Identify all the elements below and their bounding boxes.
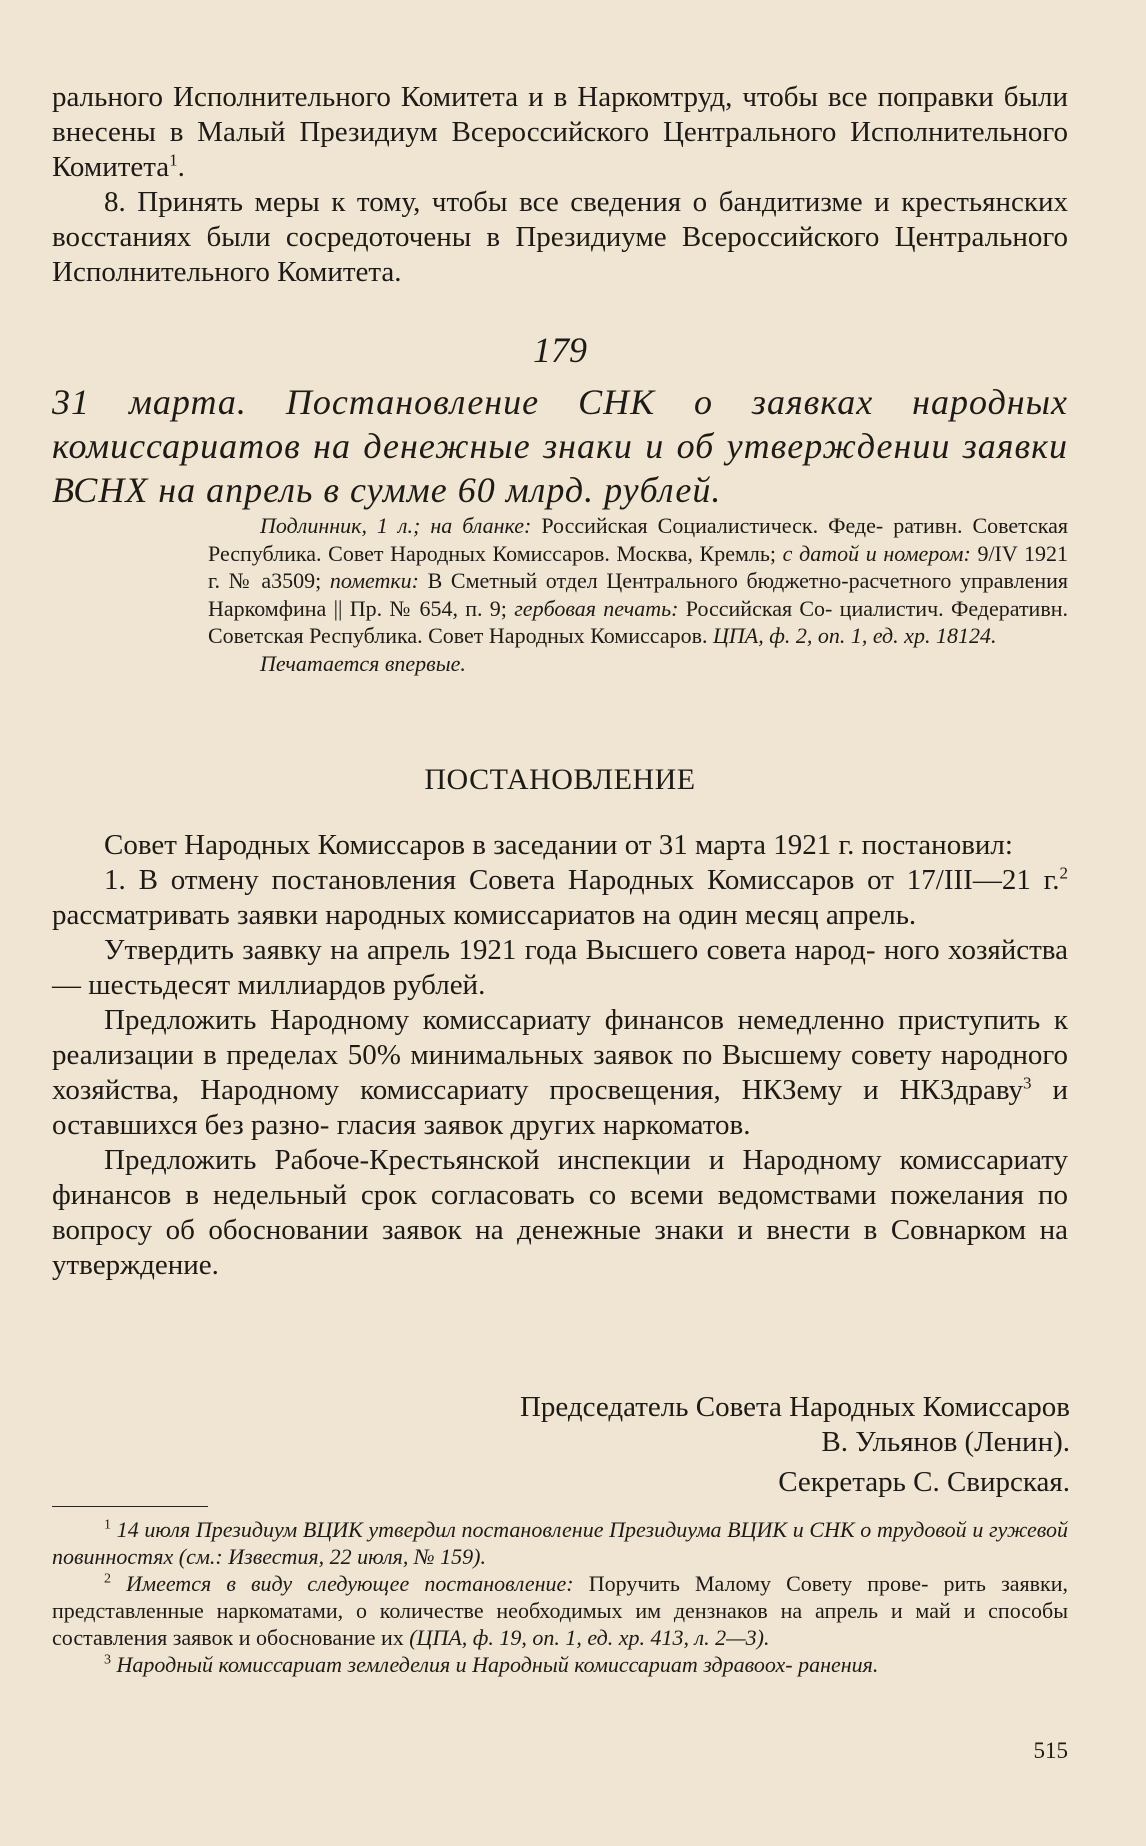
archival-note: Подлинник, 1 л.; на бланке: Российская Социалистическ. Феде- ративн. Советская Республика. Совет Народных Комиссаров. Москва, Кремль; с датой и номером: 9/IV 1921 г. № а3509; пометки: В Сметный отдел Центрального бюджетно-расчетного управления Наркомфина || Пр. № 654, п. 9; гербовая печать: Российская Со- циалистич. Федеративн. Советская Республика. Совет Народных Комиссаров. ЦПА, ф. 2, оп. 1, ед. хр. 18124. Печатается впервые. [208,513,1069,676]
page-number: 515 [1033,1738,1068,1763]
continuation-text: рального Исполнительного Комитета и в Наркомтруд, чтобы все поправки были внесены в Малый Президиум Всероссийского Центрального Исполнительного Комитета$^1$. 8. Принять меры к тому, чтобы все сведения о бандитизме и крестьянских восстаниях были сосредоточены в Президиуме Всероссийского Центрального Исполнительного Комитета. [52,81,1069,288]
footnote-2: $^2$ Имеется в виду следующее постановление: Поручить Малому Совету прове- рить заявки, представленные наркоматами, о количестве необходимых им дензнаков на апрель и май и способы составления заявок и обоснование их (ЦПА, ф. 19, оп. 1, ед. хр. 413, л. 2—3). [52,1571,1069,1650]
paragraph: 1. В отмену постановления Совета Народных Комиссаров от 17/III—21 г.$^2$ рассматривать заявки народных комиссариатов на один месяц апрель. [52,863,1069,931]
continuation-line: рального Исполнительного Комитета и в Наркомтруд, чтобы все [52,81,868,113]
paragraph: Совет Народных Комиссаров в заседании от 31 марта 1921 г. постановил: [104,829,1013,861]
footnotes [52,1516,1068,1678]
original-label: Подлинник, 1 л.; на бланке: [260,513,532,538]
resolution-body [52,828,1068,1283]
document-number: 179 [533,330,587,370]
document-title: 31 марта. Постановление СНК о заявках народных комиссариатов на денежные знаки и об утверждении заявки ВСНХ на апрель в сумме 60 млрд. рублей. [52,382,1068,510]
resolution-heading: ПОСТАНОВЛЕНИЕ [424,763,696,796]
footnote-ref-2: 2 [1059,863,1069,883]
footnote-3: $^3$ Народный комиссариат земледелия и Народный комиссариат здравоох- ранения. [104,1652,879,1677]
paragraph: Предложить Рабоче-Крестьянской инспекции и Народному комиссариату финансов в недельный срок согласовать со всеми ведомствами пожелания по вопросу об обосновании заявок на денежные знаки и внести в Совнарком на утверждение. [52,1144,1069,1281]
paragraph: Предложить Народному комиссариату финансов немедленно приступить к реализации в пределах 50% минимальных заявок по Высшему совету народного хозяйства, Народному комиссариату просвещения, НКЗему и НКЗдраву$^3$ и оставшихся без разно- гласия заявок других наркоматов. [52,1004,1069,1141]
archive-reference: ЦПА, ф. 2, оп. 1, ед. хр. 18124. [713,623,997,648]
footnote-ref-1: 1 [169,150,178,170]
marks-label: пометки: [329,568,420,593]
date-label: с датой и номером: [782,540,971,566]
paragraph: Утвердить заявку на апрель 1921 года Высшего совета народ- ного хозяйства — шестьдесят миллиардов рублей. [52,934,1068,1001]
continuation-line: поправки были внесены в Малый Президиум Всероссийского [52,81,1069,148]
publication-note: Печатается впервые. [260,650,466,676]
signature-line: В. Ульянов (Ленин). [821,1426,1070,1458]
continuation-line: Центрального Исполнительного Комитета [52,116,1068,183]
footnote-divider [52,1506,208,1507]
seal-label: гербовая печать: [514,595,679,621]
signature-line: Секретарь С. Свирская. [778,1466,1070,1498]
footnote-ref-3: 3 [1023,1073,1032,1093]
signatures [52,1390,1070,1500]
item-8: 8. Принять меры к тому, чтобы все сведения о бандитизме и крестьянских восстаниях были сосредоточены в Президиуме Всероссийского Центрального Исполнительного Комитета. [52,186,1069,288]
signature-line: Председатель Совета Народных Комиссаров [519,1391,1070,1423]
footnote-1: $^1$ 14 июля Президиум ВЦИК утвердил постановление Президиума ВЦИК и СНК о трудовой и гужевой повинностях (см.: Известия, 22 июля, № 159). [52,1517,1069,1569]
